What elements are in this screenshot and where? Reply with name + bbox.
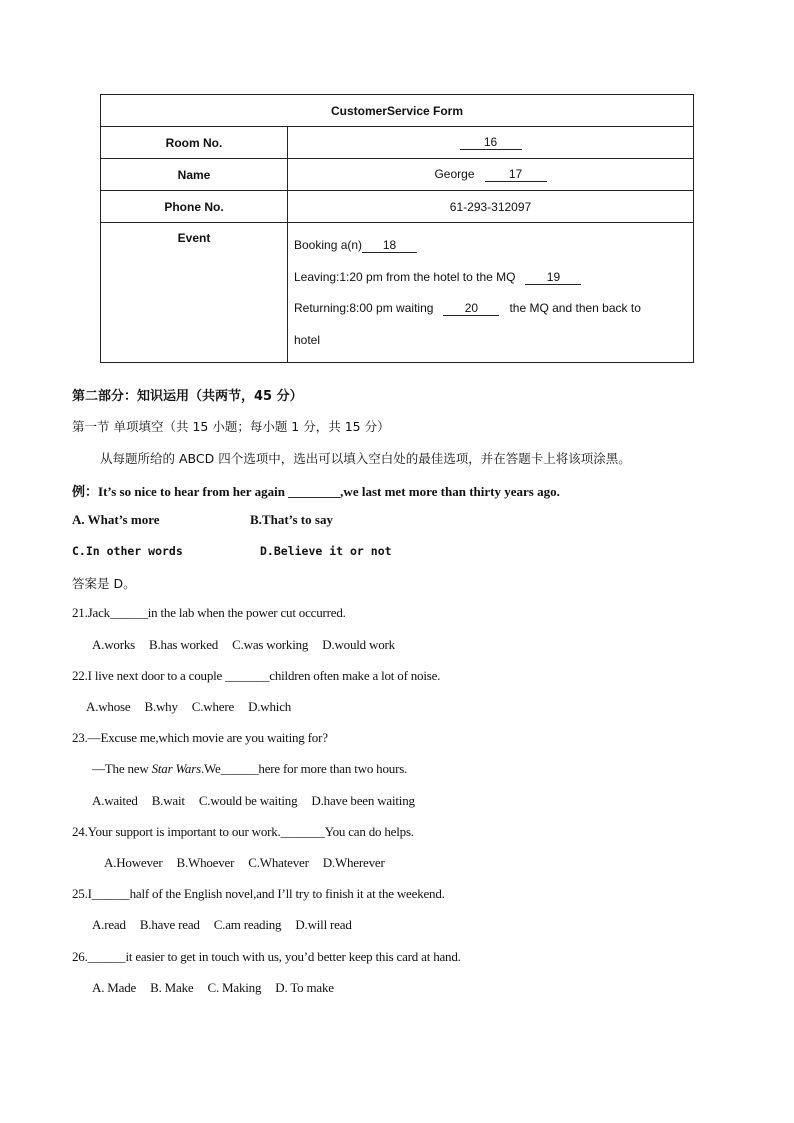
q24-option-a: A.However	[104, 855, 163, 870]
q22-option-d: D.which	[248, 699, 292, 714]
question-25: 25.I______half of the English novel,and I’ll try to finish it at the weekend.	[72, 886, 445, 901]
q21-option-b: B.has worked	[149, 637, 219, 652]
question-21-options	[92, 637, 409, 653]
example-label: 例：	[72, 485, 99, 500]
leaving-text: Leaving:1:20 pm from the hotel to the MQ	[294, 269, 516, 284]
q23-option-c: C.would be waiting	[198, 793, 298, 808]
blank-16: 16	[460, 135, 522, 150]
q26-option-a: A. Made	[92, 980, 137, 995]
answer-line: 答案是 D。	[72, 576, 136, 591]
example-option-a: A. What’s more	[72, 512, 160, 527]
q23-option-d: D.have been waiting	[311, 793, 415, 808]
example-option-b: B.That’s to say	[250, 512, 333, 527]
q23-reply-end: .We______here for more than two hours.	[200, 761, 408, 776]
example-option-c: C.In other words	[72, 544, 183, 558]
customer-service-form	[100, 94, 694, 363]
question-23-options	[92, 793, 429, 809]
section1-heading: 第一节 单项填空（共 15 小题；每小题 1 分，共 15 分）	[72, 419, 390, 434]
example-text: It’s so nice to hear from her again ________,we last met more than thirty years ago.	[98, 484, 560, 499]
q21-option-a: A.works	[92, 637, 136, 652]
leaving-line	[294, 262, 687, 294]
example-question	[72, 481, 560, 500]
question-23: 23.—Excuse me,which movie are you waiting for?	[72, 730, 328, 745]
q26-option-c: C. Making	[207, 980, 262, 995]
q23-reply-start: —The new	[92, 761, 152, 776]
booking-text: Booking a(n)	[294, 238, 363, 252]
q23-movie-title: Star Wars	[151, 761, 201, 776]
q21-option-c: C.was working	[232, 637, 309, 652]
q24-option-b: B.Whoever	[176, 855, 235, 870]
q26-option-b: B. Make	[150, 980, 194, 995]
q22-option-a: A.whose	[86, 699, 131, 714]
blank-18: 18	[362, 238, 417, 253]
q23-option-a: A.waited	[92, 793, 138, 808]
question-22: 22.I live next door to a couple _______children often make a lot of noise.	[72, 668, 441, 683]
name-label: Name	[101, 159, 288, 191]
blank-20: 20	[443, 301, 499, 316]
event-label: Event	[101, 223, 288, 363]
example-option-d: D.Believe it or not	[260, 544, 392, 558]
room-label: Room No.	[101, 127, 288, 159]
name-value	[288, 159, 694, 191]
room-value	[288, 127, 694, 159]
blank-19: 19	[525, 270, 581, 285]
question-21: 21.Jack______in the lab when the power cut occurred.	[72, 605, 346, 620]
returning-line	[294, 293, 687, 325]
question-23-reply	[92, 761, 407, 777]
q23-option-b: B.wait	[151, 793, 185, 808]
name-text: George	[434, 167, 475, 181]
question-26: 26.______it easier to get in touch with us, you’d better keep this card at hand.	[72, 949, 461, 964]
returning-end: hotel	[294, 332, 321, 347]
q25-option-a: A.read	[92, 917, 126, 932]
q24-option-c: C.Whatever	[248, 855, 309, 870]
instruction: 从每题所给的 ABCD 四个选项中，选出可以填入空白处的最佳选项，并在答题卡上将该项涂黑。	[100, 451, 631, 466]
returning-tail: the MQ and then back to	[509, 301, 641, 315]
form-title: CustomerService Form	[101, 95, 694, 127]
event-value	[288, 223, 694, 363]
returning-text: Returning:8:00 pm waiting	[294, 301, 434, 315]
blank-17: 17	[485, 167, 547, 182]
q24-option-d: D.Wherever	[322, 855, 385, 870]
part2-heading: 第二部分：知识运用（共两节，45 分）	[72, 389, 303, 404]
q25-option-c: C.am reading	[213, 917, 282, 932]
q22-option-c: C.where	[191, 699, 235, 714]
phone-label: Phone No.	[101, 191, 288, 223]
q22-option-b: B.why	[144, 699, 178, 714]
q26-option-d: D. To make	[275, 980, 334, 995]
q25-option-b: B.have read	[139, 917, 200, 932]
question-26-options	[92, 980, 348, 996]
question-22-options	[86, 699, 305, 715]
booking-line	[294, 230, 687, 262]
question-24-options	[104, 855, 399, 871]
example-options-ab	[72, 512, 333, 528]
phone-value: 61-293-312097	[288, 191, 694, 223]
example-options-cd	[72, 544, 392, 558]
question-24: 24.Your support is important to our work._______You can do helps.	[72, 824, 414, 839]
q25-option-d: D.will read	[295, 917, 352, 932]
q21-option-d: D.would work	[322, 637, 395, 652]
question-25-options	[92, 917, 366, 933]
